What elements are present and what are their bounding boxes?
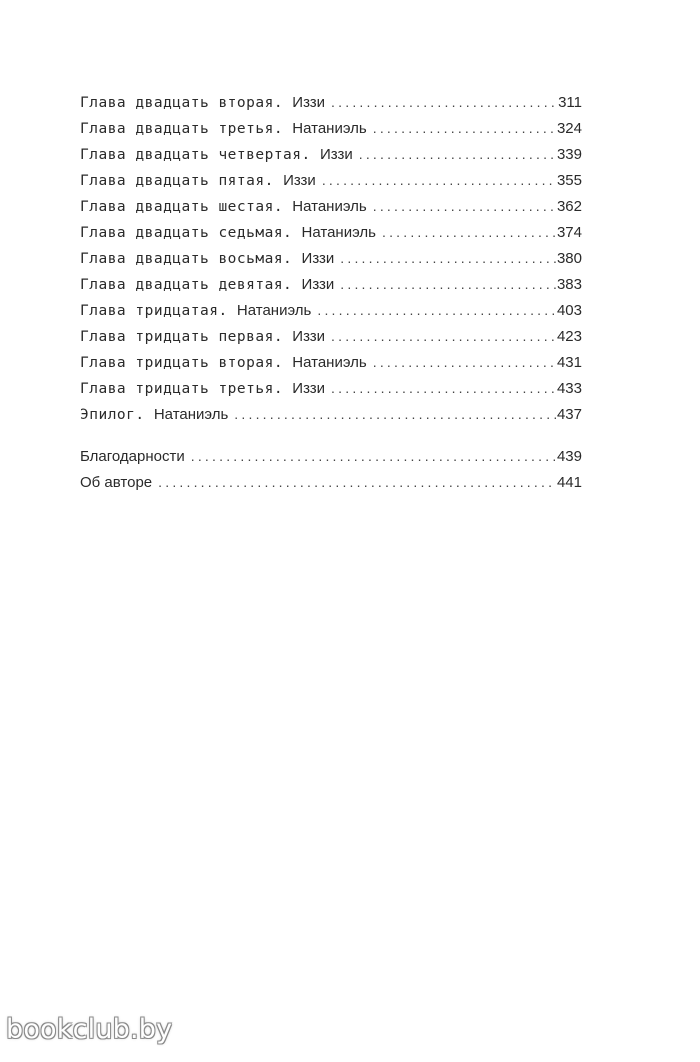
dot-leader: [322, 167, 556, 193]
toc-entry-title: Глава тридцать вторая. Натаниэль: [80, 350, 373, 376]
toc-entry-page: 339: [556, 146, 582, 163]
dot-leader: [331, 89, 557, 115]
toc-section-gap: [80, 427, 582, 443]
toc-entry-chapter-33[interactable]: [80, 375, 582, 401]
toc-entry-page: 383: [556, 276, 582, 293]
toc-entry-title: Глава двадцать пятая. Иззи: [80, 168, 322, 194]
table-of-contents: [80, 89, 582, 495]
toc-entry-title: Глава тридцать третья. Иззи: [80, 376, 331, 402]
dot-leader: [234, 401, 556, 427]
dot-leader: [382, 219, 556, 245]
toc-entry-chapter-26[interactable]: [80, 193, 582, 219]
dot-leader: [340, 245, 556, 271]
toc-entry-chapter-23[interactable]: [80, 115, 582, 141]
toc-entry-chapter-25[interactable]: [80, 167, 582, 193]
toc-entry-about-author[interactable]: [80, 469, 582, 495]
toc-entry-chapter-22[interactable]: [80, 89, 582, 115]
toc-entry-page: 403: [556, 302, 582, 319]
toc-entry-chapter-30[interactable]: [80, 297, 582, 323]
toc-entry-page: 423: [556, 328, 582, 345]
dot-leader: [373, 193, 556, 219]
toc-entry-title: Благодарности: [80, 444, 191, 470]
dot-leader: [359, 141, 556, 167]
dot-leader: [331, 375, 556, 401]
toc-entry-title: Глава тридцать первая. Иззи: [80, 324, 331, 350]
toc-entry-chapter-27[interactable]: [80, 219, 582, 245]
toc-entry-acknowledgements[interactable]: [80, 443, 582, 469]
dot-leader: [331, 323, 556, 349]
toc-entry-page: 441: [556, 474, 582, 491]
toc-entry-page: 324: [556, 120, 582, 137]
toc-entry-title: Об авторе: [80, 470, 158, 496]
toc-entry-page: 380: [556, 250, 582, 267]
toc-entry-title: Эпилог. Натаниэль: [80, 402, 234, 428]
toc-entry-title: Глава двадцать седьмая. Натаниэль: [80, 220, 382, 246]
toc-entry-page: 439: [556, 448, 582, 465]
watermark-text: bookclub.by: [6, 1014, 173, 1045]
toc-entry-epilogue[interactable]: [80, 401, 582, 427]
toc-entry-page: 355: [556, 172, 582, 189]
toc-entry-title: Глава двадцать восьмая. Иззи: [80, 246, 340, 272]
toc-entry-page: 431: [556, 354, 582, 371]
dot-leader: [317, 297, 556, 323]
toc-entry-chapter-31[interactable]: [80, 323, 582, 349]
toc-entry-title: Глава двадцать шестая. Натаниэль: [80, 194, 373, 220]
dot-leader: [191, 443, 556, 469]
toc-entry-page: 362: [556, 198, 582, 215]
toc-entry-title: Глава двадцать девятая. Иззи: [80, 272, 340, 298]
toc-entry-page: 374: [556, 224, 582, 241]
dot-leader: [340, 271, 556, 297]
toc-entry-page: 311: [558, 94, 582, 111]
toc-entry-title: Глава двадцать вторая. Иззи: [80, 90, 331, 116]
dot-leader: [158, 469, 556, 495]
toc-entry-title: Глава тридцатая. Натаниэль: [80, 298, 317, 324]
toc-entry-page: 437: [556, 406, 582, 423]
toc-entry-chapter-24[interactable]: [80, 141, 582, 167]
toc-entry-chapter-29[interactable]: [80, 271, 582, 297]
toc-entry-page: 433: [556, 380, 582, 397]
toc-entry-chapter-28[interactable]: [80, 245, 582, 271]
dot-leader: [373, 115, 556, 141]
toc-entry-title: Глава двадцать четвертая. Иззи: [80, 142, 359, 168]
toc-entry-chapter-32[interactable]: [80, 349, 582, 375]
dot-leader: [373, 349, 556, 375]
toc-entry-title: Глава двадцать третья. Натаниэль: [80, 116, 373, 142]
